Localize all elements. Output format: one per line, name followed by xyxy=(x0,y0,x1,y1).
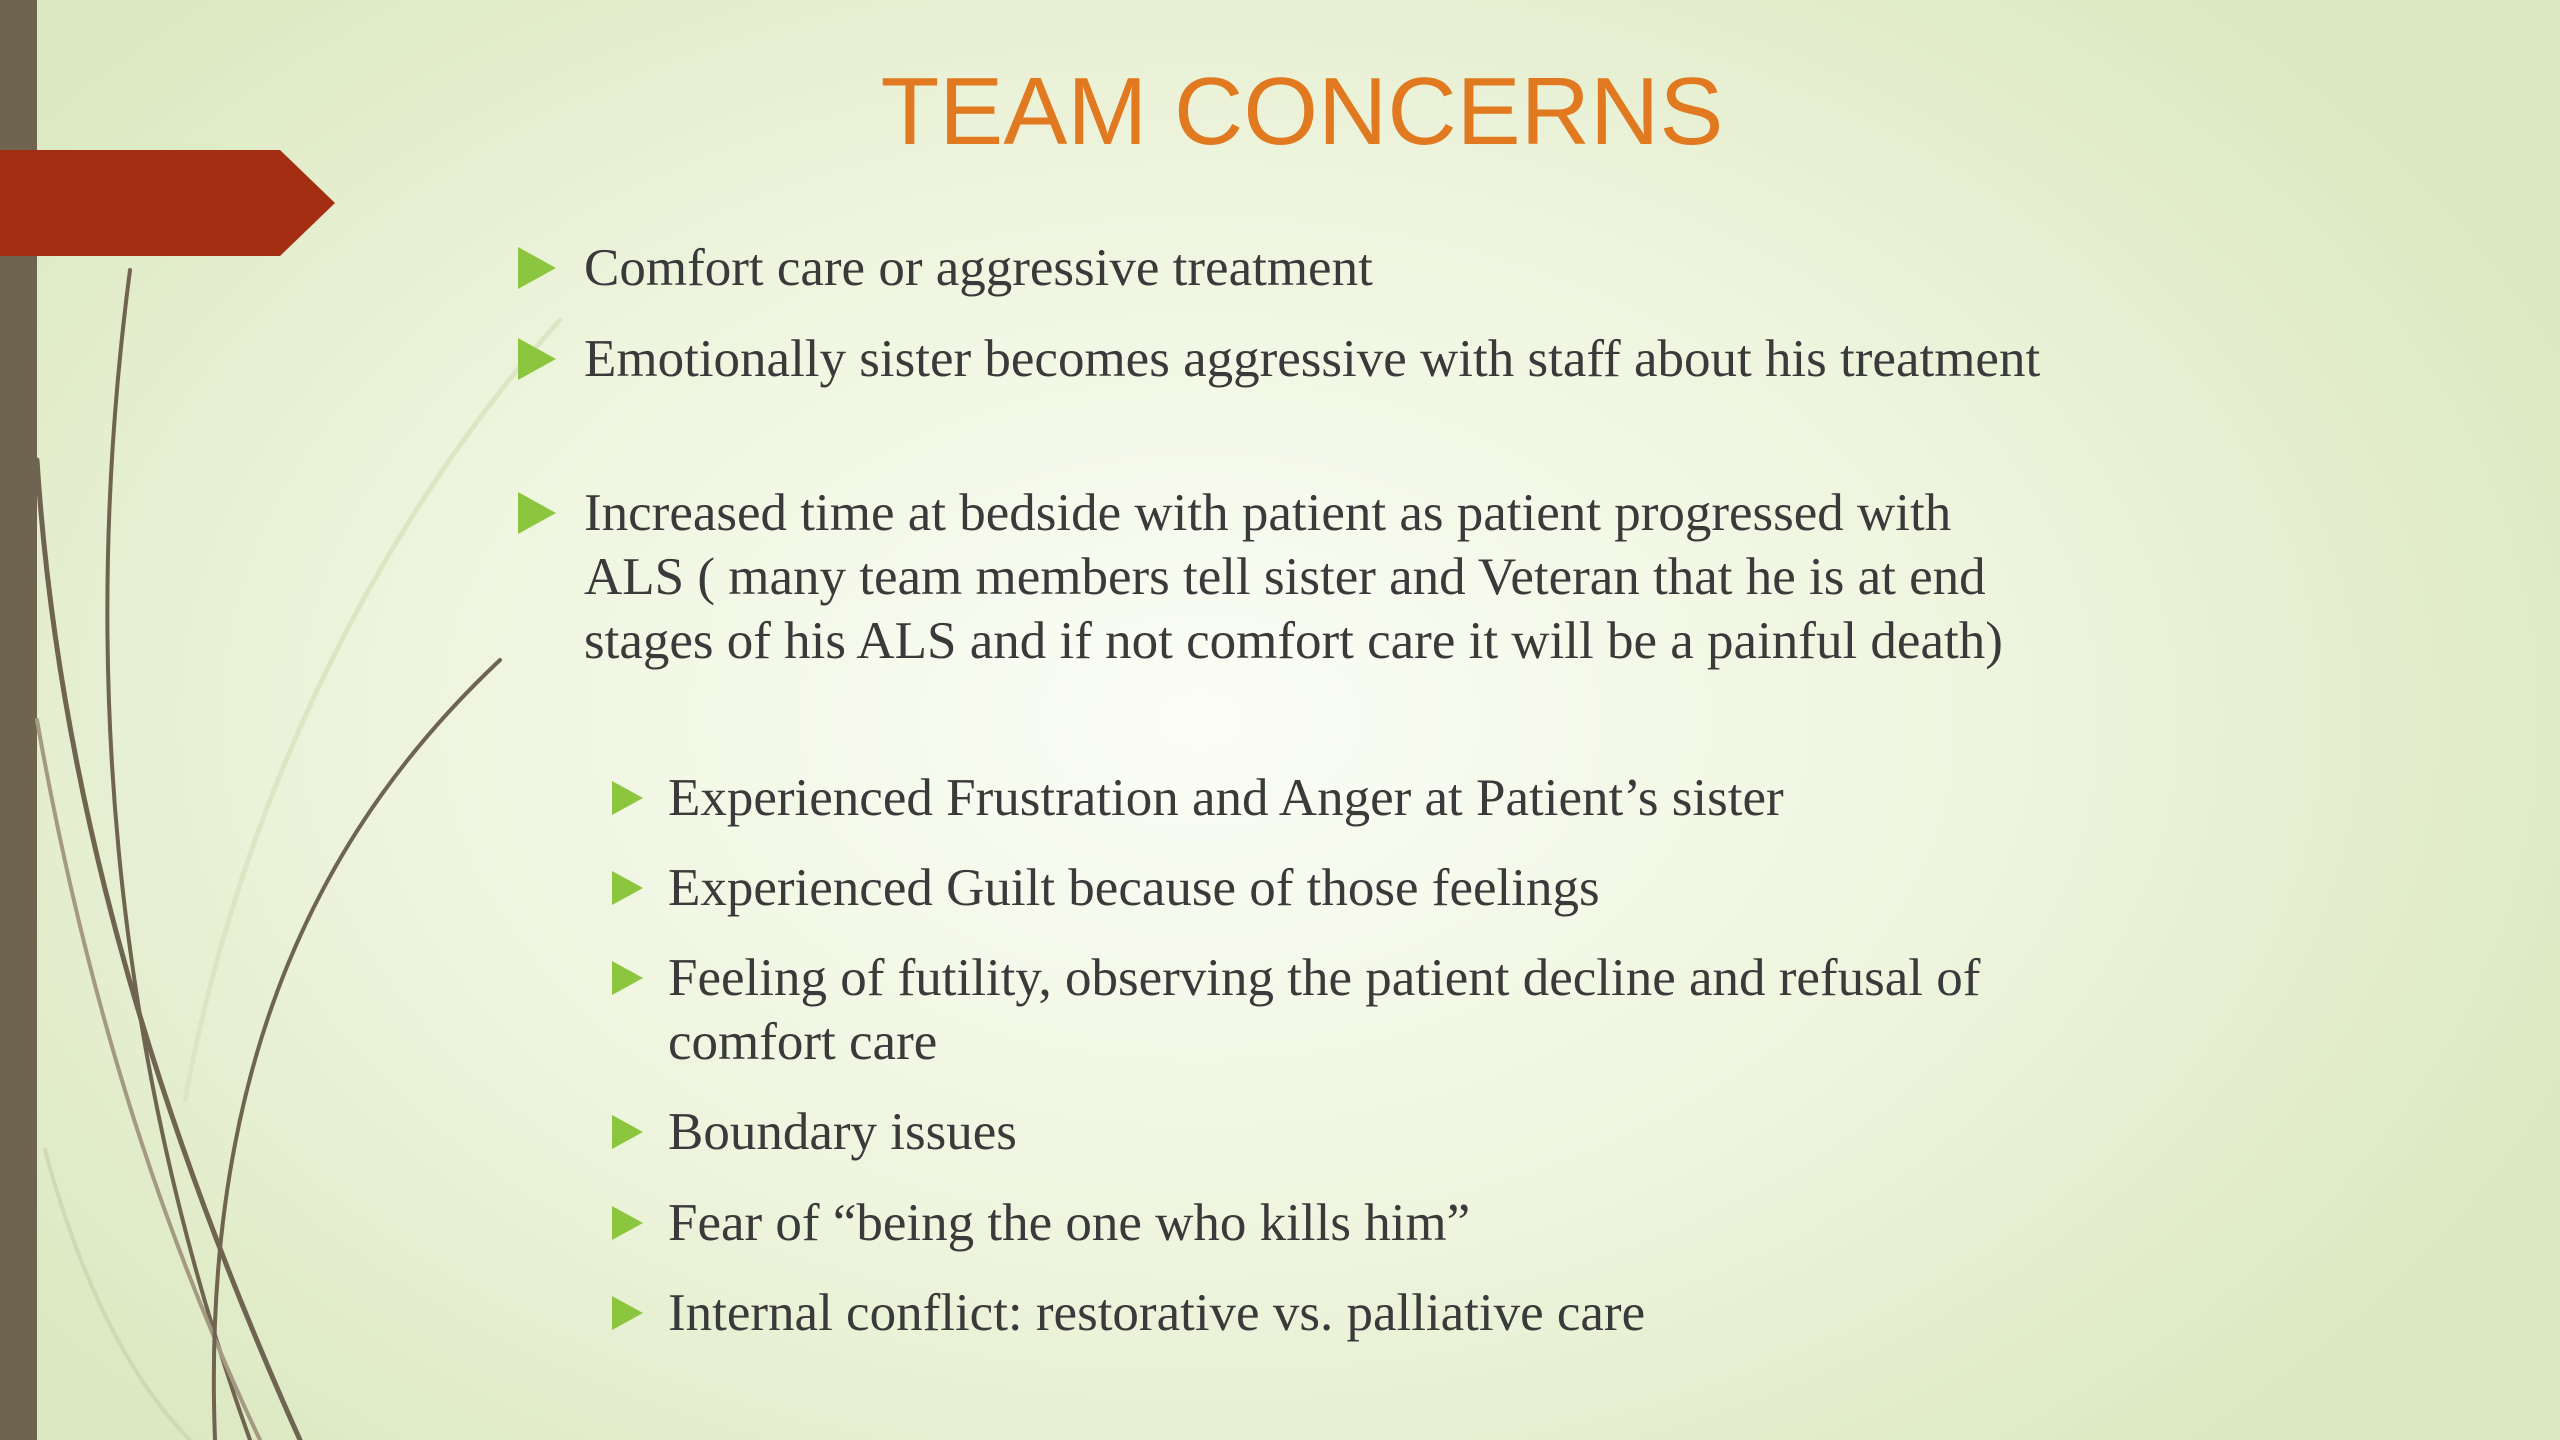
slide-title: TEAM CONCERNS xyxy=(880,58,1724,165)
sub-bullet-item: Experienced Frustration and Anger at Patient’s sister xyxy=(668,769,1784,827)
triangle-right-icon xyxy=(612,961,643,995)
triangle-right-icon xyxy=(612,1296,643,1330)
sub-bullet-item: Experienced Guilt because of those feelings xyxy=(668,859,1600,917)
triangle-right-icon xyxy=(612,1206,643,1240)
bullet-item: Emotionally sister becomes aggressive with staff about his treatment xyxy=(584,330,2041,388)
triangle-right-icon xyxy=(518,338,556,380)
triangle-right-icon xyxy=(518,247,556,289)
sub-bullet-item: Internal conflict: restorative vs. palliative care xyxy=(668,1284,1646,1342)
sub-bullet-item: Feeling of futility, observing the patient decline and refusal of comfort care xyxy=(668,949,1981,1071)
triangle-right-icon xyxy=(612,871,643,905)
bullet-item: Comfort care or aggressive treatment xyxy=(584,239,1373,297)
bullet-item: Increased time at bedside with patient as patient progressed with ALS ( many team members tell sister and Veteran that he is at end stages of his ALS and if not comfort care it will be a painful death) xyxy=(584,484,2003,670)
triangle-right-icon xyxy=(612,1115,643,1149)
triangle-right-icon xyxy=(612,781,643,815)
sub-bullet-item: Fear of “being the one who kills him” xyxy=(668,1194,1471,1252)
sub-bullet-item: Boundary issues xyxy=(668,1103,1017,1161)
triangle-right-icon xyxy=(518,492,556,534)
